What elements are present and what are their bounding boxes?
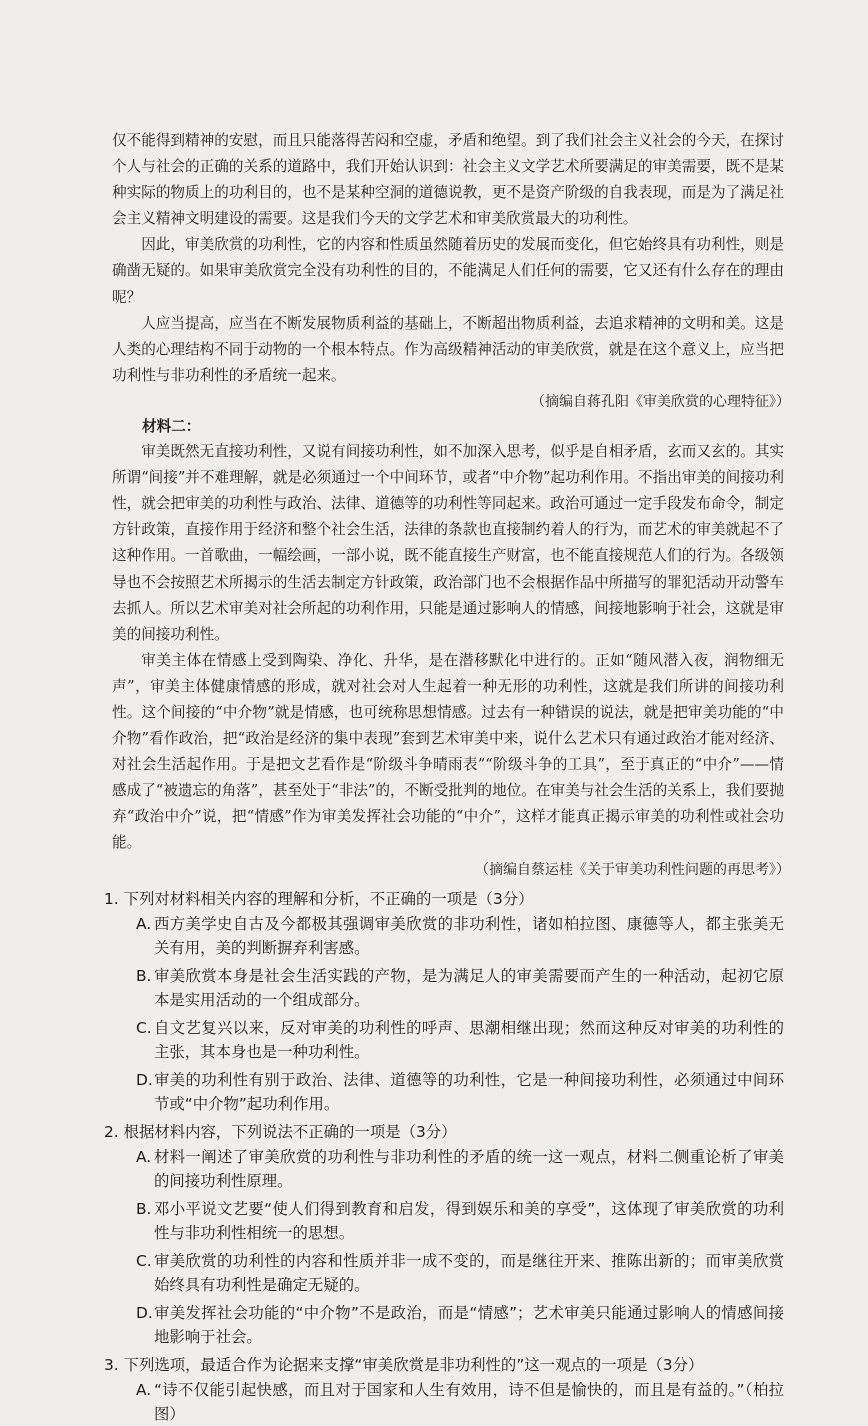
option-text: 审美欣赏的功利性的内容和性质并非一成不变的，而是继往开来、推陈出新的；而审美欣赏始终具有功利性是确定无疑的。 — [154, 1251, 784, 1294]
material-2-heading: 材料二： — [142, 418, 201, 436]
option-d[interactable] — [136, 1301, 784, 1349]
option-text: 自文艺复兴以来，反对审美的功利性的呼声、思潮相继出现；然而这种反对审美的功利性的主张，其本身也是一种功利性。 — [154, 1018, 784, 1061]
passage-paragraph-4: 审美既然无直接功利性，又说有间接功利性，如不加深入思考，似乎是自相矛盾，玄而又玄的。其实所谓“间接”并不难理解，就是必须通过一个中间环节，或者“中介物”起功利作用。不指出审美的间接功利性，就会把审美的功利性与政治、法律、道德等的功利性等同起来。政治可通过一定手段发布命令，制定方针政策，直接作用于经济和整个社会生活，法律的条款也直接制约着人的行为，而艺术的审美就起不了这种作用。一首歌曲，一幅绘画，一部小说，既不能直接生产财富，也不能直接规范人们的行为。各级领导也不会按照艺术所揭示的生活去制定方针政策，政治部门也不会根据作品中所描写的罪犯活动开动警车去抓人。所以艺术审美对社会所起的功利作用，只能是通过影响人的情感，间接地影响于社会，这就是审美的间接功利性。 — [112, 443, 784, 643]
option-b[interactable] — [136, 1197, 784, 1245]
option-text: 审美的功利性有别于政治、法律、道德等的功利性，它是一种间接功利性，必须通过中间环节或“中介物”起功利作用。 — [154, 1070, 784, 1113]
reading-passage — [112, 128, 790, 883]
option-a[interactable] — [136, 1145, 784, 1193]
option-label: D. — [136, 1070, 153, 1089]
option-label: A. — [136, 1380, 152, 1399]
option-label: C. — [136, 1018, 152, 1037]
question-1 — [104, 887, 784, 1116]
option-text: 材料一阐述了审美欣赏的功利性与非功利性的矛盾的统一这一观点，材料二侧重论析了审美的间接功利性原理。 — [154, 1147, 784, 1190]
option-c[interactable] — [136, 1249, 784, 1297]
option-text: 西方美学史自古及今都极其强调审美欣赏的非功利性，诸如柏拉图、康德等人，都主张美无关有用，美的判断摒弃利害感。 — [154, 914, 784, 957]
question-2 — [104, 1120, 784, 1349]
question-3 — [104, 1353, 784, 1426]
option-label: C. — [136, 1251, 152, 1270]
option-a[interactable] — [136, 1378, 784, 1426]
option-text: 邓小平说文艺要“使人们得到教育和启发，得到娱乐和美的享受”，这体现了审美欣赏的功利性与非功利性相统一的思想。 — [154, 1199, 784, 1242]
option-text: 审美发挥社会功能的“中介物”不是政治，而是“情感”；艺术审美只能通过影响人的情感间接地影响于社会。 — [154, 1303, 784, 1346]
source-citation-2: （摘编自蔡运桂《关于审美功利性问题的再思考》） — [475, 861, 790, 878]
question-stem: 1. 下列对材料相关内容的理解和分析，不正确的一项是（3分） — [104, 889, 534, 908]
option-label: A. — [136, 914, 152, 933]
option-d[interactable] — [136, 1068, 784, 1116]
passage-paragraph-5: 审美主体在情感上受到陶染、净化、升华，是在潜移默化中进行的。正如“随风潜入夜，润物细无声”，审美主体健康情感的形成，就对社会对人生起着一种无形的功利性，这就是我们所讲的间接功利性。这个间接的“中介物”就是情感，也可统称思想情感。过去有一种错误的说法，就是把审美功能的“中介物”看作政治，把“政治是经济的集中表现”套到艺术审美中来，说什么艺术只有通过政治才能对经济、对社会生活起作用。于是把文艺看作是“阶级斗争晴雨表”“阶级斗争的工具”，至于真正的“中介”——情感成了“被遗忘的角落”，甚至处于“非法”的，不断受批判的地位。在审美与社会生活的关系上，我们要抛弃“政治中介”说，把“情感”作为审美发挥社会功能的“中介”，这样才能真正揭示审美的功利性或社会功能。 — [112, 651, 784, 852]
option-label: B. — [136, 1199, 152, 1218]
passage-paragraph-2: 因此，审美欣赏的功利性，它的内容和性质虽然随着历史的发展而变化，但它始终具有功利性，则是确凿无疑的。如果审美欣赏完全没有功利性的目的，不能满足人们任何的需要，它又还有什么存在的理由呢？ — [112, 236, 784, 306]
option-label: D. — [136, 1303, 153, 1322]
question-list — [104, 887, 784, 1426]
option-label: A. — [136, 1147, 152, 1166]
passage-paragraph-3: 人应当提高，应当在不断发展物质利益的基础上，不断超出物质利益，去追求精神的文明和美。这是人类的心理结构不同于动物的一个根本特点。作为高级精神活动的审美欣赏，就是在这个意义上，应当把功利性与非功利性的矛盾统一起来。 — [112, 314, 784, 384]
option-text: 审美欣赏本身是社会生活实践的产物，是为满足人的审美需要而产生的一种活动，起初它原本是实用活动的一个组成部分。 — [154, 966, 784, 1009]
question-stem: 2. 根据材料内容，下列说法不正确的一项是（3分） — [104, 1122, 457, 1141]
option-a[interactable] — [136, 912, 784, 960]
option-b[interactable] — [136, 964, 784, 1012]
option-c[interactable] — [136, 1016, 784, 1064]
question-stem: 3. 下列选项，最适合作为论据来支撑“审美欣赏是非功利性的”这一观点的一项是（3分） — [104, 1355, 704, 1374]
option-label: B. — [136, 966, 152, 985]
source-citation-1: （摘编自蒋孔阳《审美欣赏的心理特征》） — [531, 393, 790, 410]
passage-paragraph-1: 仅不能得到精神的安慰，而且只能落得苦闷和空虚，矛盾和绝望。到了我们社会主义社会的今天，在探讨个人与社会的正确的关系的道路中，我们开始认识到：社会主义文学艺术所要满足的审美需要，既不是某种实际的物质上的功利目的，也不是某种空洞的道德说教，更不是资产阶级的自我表现，而是为了满足社会主义精神文明建设的需要。这是我们今天的文学艺术和审美欣赏最大的功利性。 — [112, 132, 784, 228]
option-text: “诗不仅能引起快感，而且对于国家和人生有效用，诗不但是愉快的，而且是有益的。”（柏拉图） — [154, 1380, 784, 1423]
